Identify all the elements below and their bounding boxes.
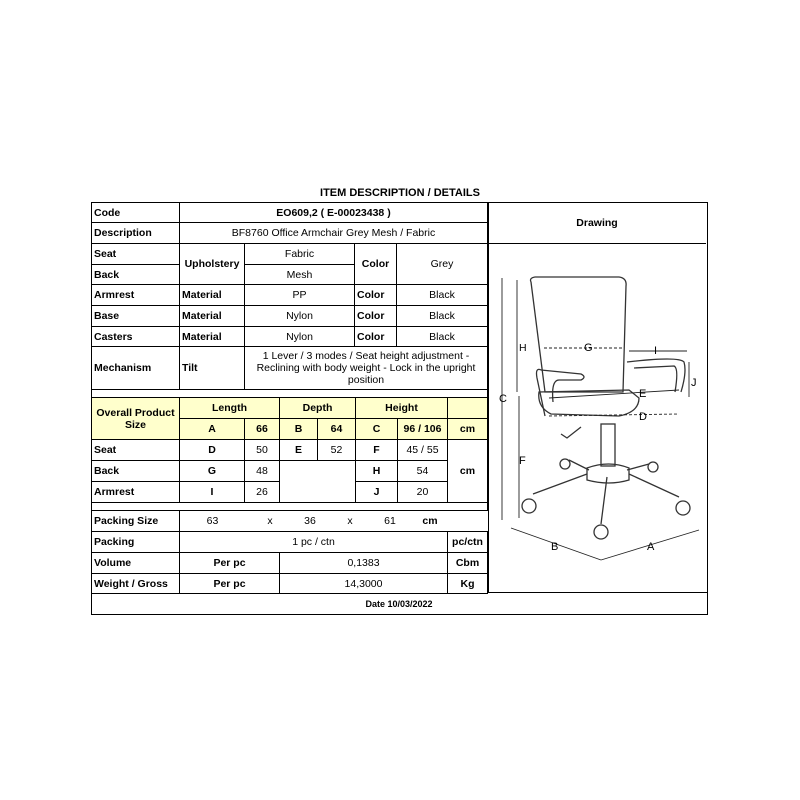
dims-seat-label: Seat xyxy=(92,440,180,461)
upholstery-color-value: Grey xyxy=(397,244,488,285)
base-color-value: Black xyxy=(397,306,488,327)
mechanism-tilt-label: Tilt xyxy=(180,347,245,390)
height-header: Height xyxy=(356,398,448,419)
dim-i-value: 26 xyxy=(245,482,280,503)
packing-height: 61 xyxy=(384,515,396,527)
mechanism-label: Mechanism xyxy=(92,347,180,390)
seat-value: Fabric xyxy=(245,244,355,265)
overall-size-label: Overall Product Size xyxy=(92,398,180,440)
caster-2 xyxy=(676,501,690,515)
date-footer: Date 10/03/2022 xyxy=(365,599,433,609)
casters-label: Casters xyxy=(92,327,180,347)
volume-label: Volume xyxy=(92,553,180,574)
base-material-value: Nylon xyxy=(245,306,355,327)
packing-size-label: Packing Size xyxy=(92,511,180,532)
seat-label: Seat xyxy=(92,244,180,265)
spacer-row xyxy=(92,390,488,398)
base-label: Base xyxy=(92,306,180,327)
chair-drawing xyxy=(489,202,709,593)
armrest-left xyxy=(537,369,546,416)
drawing-letter-h: H xyxy=(519,342,527,354)
page-title: ITEM DESCRIPTION / DETAILS xyxy=(320,187,480,199)
spacer-row-2 xyxy=(92,503,488,511)
packing-x-2: x xyxy=(347,515,353,527)
gas-lift xyxy=(601,424,615,466)
mechanism-value: 1 Lever / 3 modes / Seat height adjustment - Reclining with body weight - Lock in the upright position xyxy=(245,347,488,390)
dims-unit: cm xyxy=(448,440,488,503)
dim-a-key: A xyxy=(180,419,245,440)
backrest-shape xyxy=(531,277,627,392)
dim-d-key: D xyxy=(180,440,245,461)
dim-h-key: H xyxy=(356,461,398,482)
drawing-letter-c: C xyxy=(499,393,507,405)
unit-header-blank xyxy=(448,398,488,419)
drawing-letter-f: F xyxy=(519,455,526,467)
upholstery-color-label: Color xyxy=(355,244,397,285)
dim-c-value: 96 / 106 xyxy=(398,419,448,440)
base-color-label: Color xyxy=(355,306,397,327)
packing-label: Packing xyxy=(92,532,180,553)
caster-3 xyxy=(594,525,608,539)
armrest-material-value: PP xyxy=(245,285,355,306)
dim-f-value: 45 / 55 xyxy=(398,440,448,461)
dim-f-key: F xyxy=(356,440,398,461)
drawing-letter-j: J xyxy=(691,377,697,389)
description-label: Description xyxy=(92,223,180,244)
drawing-label: Drawing xyxy=(488,203,706,244)
drawing-letter-b: B xyxy=(551,541,559,553)
drawing-letter-i: I xyxy=(654,345,658,357)
caster-4 xyxy=(560,459,570,469)
depth-header: Depth xyxy=(280,398,356,419)
upholstery-label: Upholstery xyxy=(180,244,245,285)
dims-blank-cell xyxy=(280,461,356,503)
packing-x-1: x xyxy=(267,515,273,527)
drawing-letter-g: G xyxy=(584,342,593,354)
caster-5 xyxy=(648,462,658,472)
dims-armrest-label: Armrest xyxy=(92,482,180,503)
dim-b-value: 64 xyxy=(318,419,356,440)
dim-j-key: J xyxy=(356,482,398,503)
code-label: Code xyxy=(92,203,180,223)
dim-e-value: 52 xyxy=(318,440,356,461)
casters-color-value: Black xyxy=(397,327,488,347)
dim-j-value: 20 xyxy=(398,482,448,503)
casters-color-label: Color xyxy=(355,327,397,347)
weight-per: Per pc xyxy=(180,574,280,594)
caster-1 xyxy=(522,499,536,513)
volume-value: 0,1383 xyxy=(280,553,448,574)
dim-b-key: B xyxy=(280,419,318,440)
volume-per: Per pc xyxy=(180,553,280,574)
armrest-label: Armrest xyxy=(92,285,180,306)
drawing-letter-e: E xyxy=(639,388,647,400)
drawing-panel xyxy=(488,202,708,593)
drawing-letter-a: A xyxy=(647,541,655,553)
armrest-material-label: Material xyxy=(180,285,245,306)
casters-material-value: Nylon xyxy=(245,327,355,347)
dims-back-label: Back xyxy=(92,461,180,482)
length-header: Length xyxy=(180,398,280,419)
volume-unit: Cbm xyxy=(448,553,488,574)
dim-d-value: 50 xyxy=(245,440,280,461)
overall-unit: cm xyxy=(448,419,488,440)
back-value: Mesh xyxy=(245,265,355,285)
casters-material-label: Material xyxy=(180,327,245,347)
packing-width: 63 xyxy=(206,515,219,527)
dim-g-value: 48 xyxy=(245,461,280,482)
weight-label: Weight / Gross xyxy=(92,574,180,594)
armrest-color-label: Color xyxy=(355,285,397,306)
dim-a-value: 66 xyxy=(245,419,280,440)
dim-h-value: 54 xyxy=(398,461,448,482)
packing-unit: pc/ctn xyxy=(448,532,488,553)
packing-depth: 36 xyxy=(304,515,316,527)
dim-e-key: E xyxy=(280,440,318,461)
drawing-letter-d: D xyxy=(639,411,647,423)
packing-size-unit: cm xyxy=(422,515,438,527)
dim-g-key: G xyxy=(180,461,245,482)
weight-value: 14,3000 xyxy=(280,574,448,594)
code-value: EO609,2 ( E-00023438 ) xyxy=(180,203,488,223)
dim-i-key: I xyxy=(180,482,245,503)
seat-shape xyxy=(539,390,639,416)
dim-c-key: C xyxy=(356,419,398,440)
weight-unit: Kg xyxy=(448,574,488,594)
armrest-color-value: Black xyxy=(397,285,488,306)
packing-value: 1 pc / ctn xyxy=(180,532,448,553)
description-value: BF8760 Office Armchair Grey Mesh / Fabric xyxy=(180,223,488,244)
base-material-label: Material xyxy=(180,306,245,327)
back-label: Back xyxy=(92,265,180,285)
packing-size-row xyxy=(180,511,488,532)
